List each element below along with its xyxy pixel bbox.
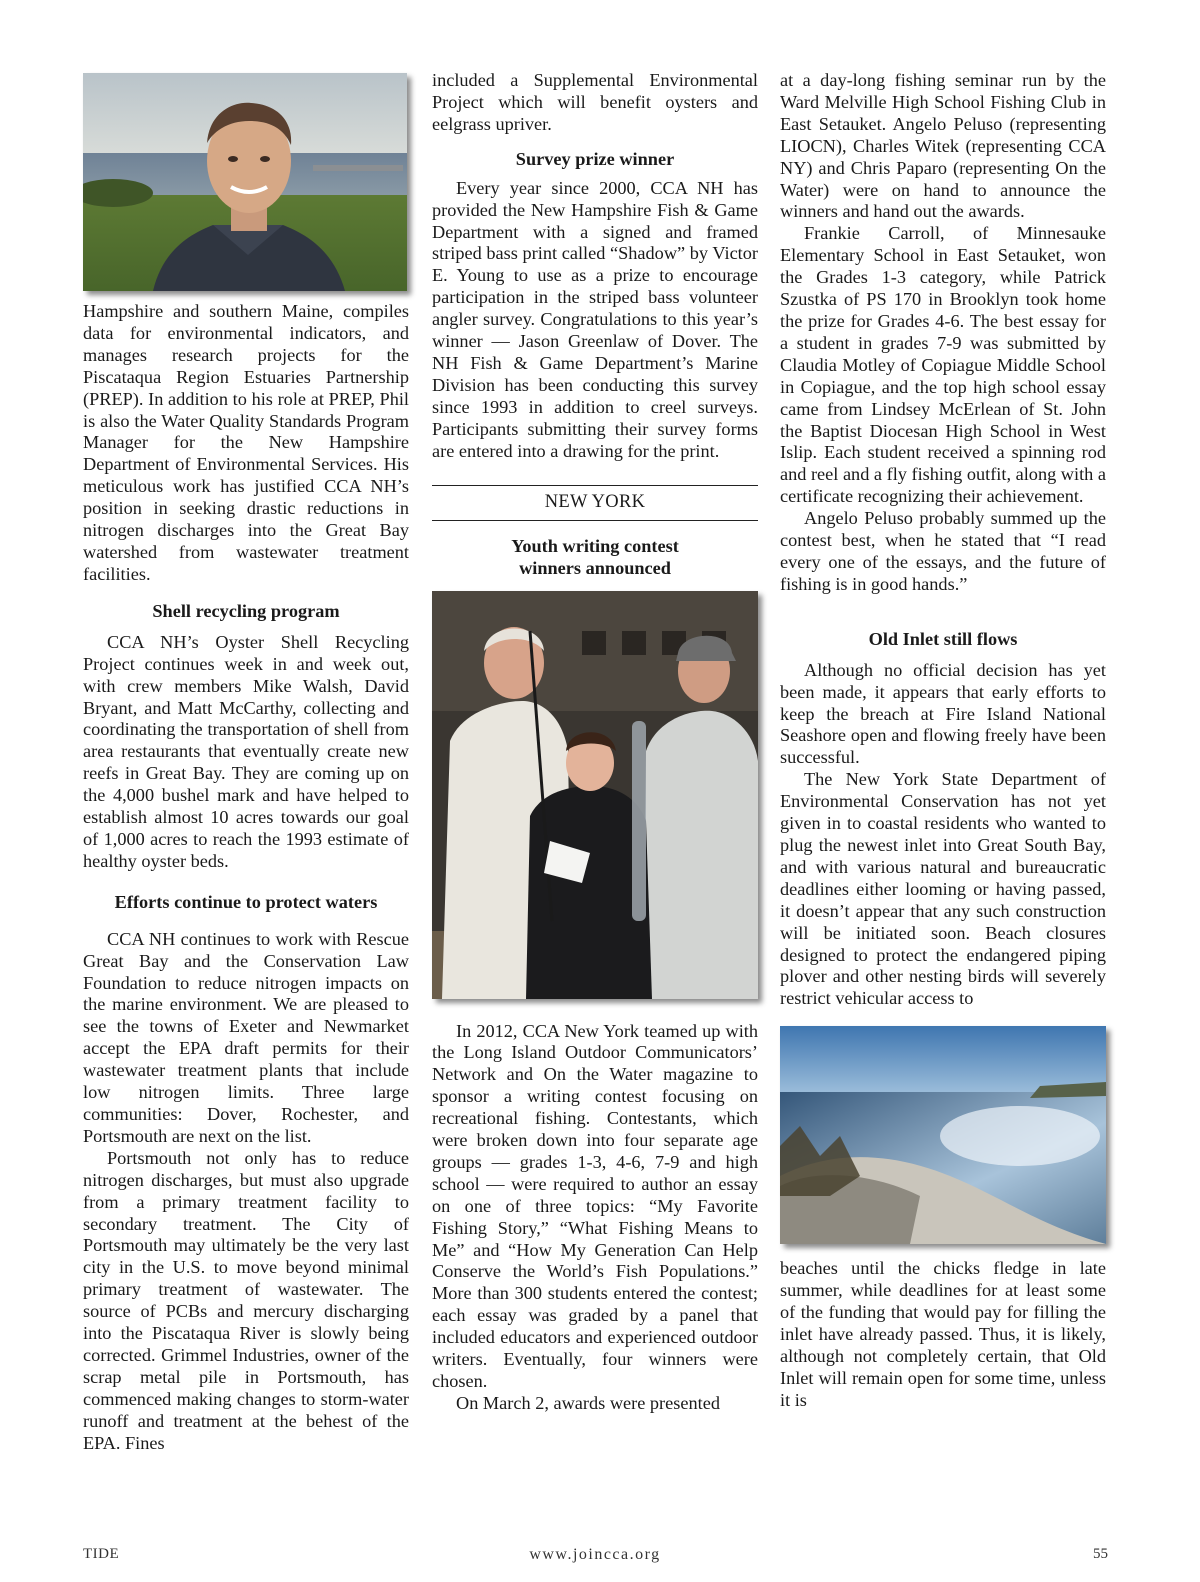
footer-page-number: 55 <box>1093 1546 1108 1562</box>
col3-paragraph-2: Frankie Carroll, of Minnesauke Elementary School in East Setauket, won the Grades 1-3 category, while Patrick Szustka of PS 170 in Brooklyn took home the prize for Grades 4-6. The best essay for a student in grades 7-9 was submitted by Claudia Motley of Copiague Middle School in Copiague, and the top high school essay came from Lindsey McErlean of St. John the Baptist Diocesan High School in West Islip. Each student received a spinning rod and reel and a fly fishing outfit, along with a certificate recognizing their achievement. <box>780 223 1106 507</box>
col1-paragraph-3: CCA NH continues to work with Rescue Great Bay and the Conservation Law Foundation to reduce nitrogen impacts on the marine environment. We are pleased to see the towns of Exeter and Newmarket accept the EPA draft permits for their wastewater treatment plants that include low nitrogen limits. Three large communities: Dover, Rochester, and Portsmouth are next on the list. <box>83 928 409 1146</box>
col2-paragraph-2: Every year since 2000, CCA NH has provided the New Hampshire Fish & Game Department with a signed and framed striped bass print called “Shadow” by Victor E. Young to use as a prize to encourage participation in the striped bass volunteer angler survey. Congratulations to this year’s winner — Jason Greenlaw of Dover. The NH Fish & Game Department’s Marine Division has been conducting this survey since 1993 in addition to creel surveys. Participants submitting their survey forms are entered into a drawing for the print. <box>432 177 758 461</box>
heading-survey-prize: Survey prize winner <box>515 148 675 169</box>
col1-paragraph-4: Portsmouth not only has to reduce nitrogen discharges, but must also upgrade from a primary treatment facility to secondary treatment. The City of Portsmouth may ultimately be the very last city in the U.S. to move beyond minimal primary treatment of wastewater. The source of PCBs and mercury discharging into the Piscataqua River is slowly being corrected. Grimmel Industries, owner of the scrap metal pile in Portsmouth, has commenced making changes to storm-water runoff and treatment at the behest of the EPA. Fines <box>83 1147 409 1453</box>
heading-youth-writing <box>432 535 758 579</box>
col2-paragraph-4: On March 2, awards were presented <box>456 1392 720 1413</box>
heading-youth-line-2: winners announced <box>519 557 671 578</box>
column-1 <box>83 70 409 1455</box>
heading-efforts-continue: Efforts continue to protect waters <box>114 891 378 912</box>
heading-youth-line-1: Youth writing contest <box>511 535 679 556</box>
beach-image <box>780 1026 1106 1244</box>
heading-shell-recycling: Shell recycling program <box>152 600 340 621</box>
col1-paragraph-1: Hampshire and southern Maine, compiles data for environmental indicators, and manages research projects for the Piscataqua Region Estuaries Partnership (PREP). In addition to his role at PREP, Phil is also the Water Quality Standards Program Manager for the New Hampshire Department of Environmental Services. His meticulous work has justified CCA NH’s position in seeking drastic reductions in nitrogen discharges into the Great Bay watershed from wastewater treatment facilities. <box>83 301 409 584</box>
col3-paragraph-6: beaches until the chicks fledge in late summer, while deadlines for at least some of the funding that would pay for filling the inlet have already passed. Thus, it is likely, although not completely certain, that Old Inlet will remain open for some time, unless it is <box>780 1258 1106 1410</box>
youth-contest-image <box>432 591 758 999</box>
heading-old-inlet: Old Inlet still flows <box>868 628 1018 649</box>
column-3 <box>780 70 1106 1412</box>
col3-paragraph-1: at a day-long fishing seminar run by the Ward Melville High School Fishing Club in East Setauket. Angelo Peluso (representing LIOCN), Charles Witek (representing CCA NY) and Chris Paparo (representing On the Water) were on hand to announce the winners and hand out the awards. <box>780 70 1106 222</box>
col3-paragraph-3: Angelo Peluso probably summed up the contest best, when he stated that “I read every one of the essays, and the future of fishing is in good hands.” <box>780 508 1106 594</box>
youth-contest-photo <box>432 591 758 999</box>
col3-paragraph-5: The New York State Department of Environmental Conservation has not yet given in to coastal residents who wanted to plug the newest inlet into Great South Bay, and with various natural and bureaucratic deadlines either looming or having passed, it doesn’t appear that any such construction will be initiated soon. Beach closures designed to protect the endangered piping plover and other nesting birds will severely restrict vehicular access to <box>780 769 1106 1009</box>
beach-photo <box>780 1026 1106 1244</box>
col3-paragraph-4: Although no official decision has yet been made, it appears that early efforts to keep the breach at Fire Island National Seashore open and flowing freely have been successful. <box>780 659 1106 768</box>
col1-paragraph-2: CCA NH’s Oyster Shell Recycling Project continues week in and week out, with crew members Mike Walsh, David Bryant, and Matt McCarthy, collecting and coordinating the transportation of shell from area restaurants that eventually create new reefs in Great Bay. They are coming up on the 4,000 bushel mark and have helped to establish almost 10 acres towards our goal of 1,000 acres to reach the 1993 estimate of healthy oyster beds. <box>83 631 409 871</box>
section-header-new-york: NEW YORK <box>432 485 758 521</box>
portrait-photo <box>83 73 407 291</box>
col2-paragraph-1: included a Supplemental Environmental Project which will benefit oysters and eelgrass upriver. <box>432 70 758 134</box>
column-2 <box>432 70 758 1415</box>
footer-url[interactable]: www.joincca.org <box>529 1546 661 1563</box>
col2-paragraph-3: In 2012, CCA New York teamed up with the Long Island Outdoor Communicators’ Network and On the Water magazine to sponsor a writing contest focusing on recreational fishing. Contestants, which were broken down into four separate age groups — grades 1-3, 4-6, 7-9 and high school — were required to author an essay on one of three topics: “My Favorite Fishing Story,” “What Fishing Means to Me” and “How My Generation Can Help Conserve the World’s Fish Populations.” More than 300 students entered the contest; each essay was graded by a panel that included educators and experienced outdoor writers. Eventually, four winners were chosen. <box>432 1020 758 1391</box>
portrait-image <box>83 73 407 291</box>
footer-publication: TIDE <box>83 1546 120 1562</box>
